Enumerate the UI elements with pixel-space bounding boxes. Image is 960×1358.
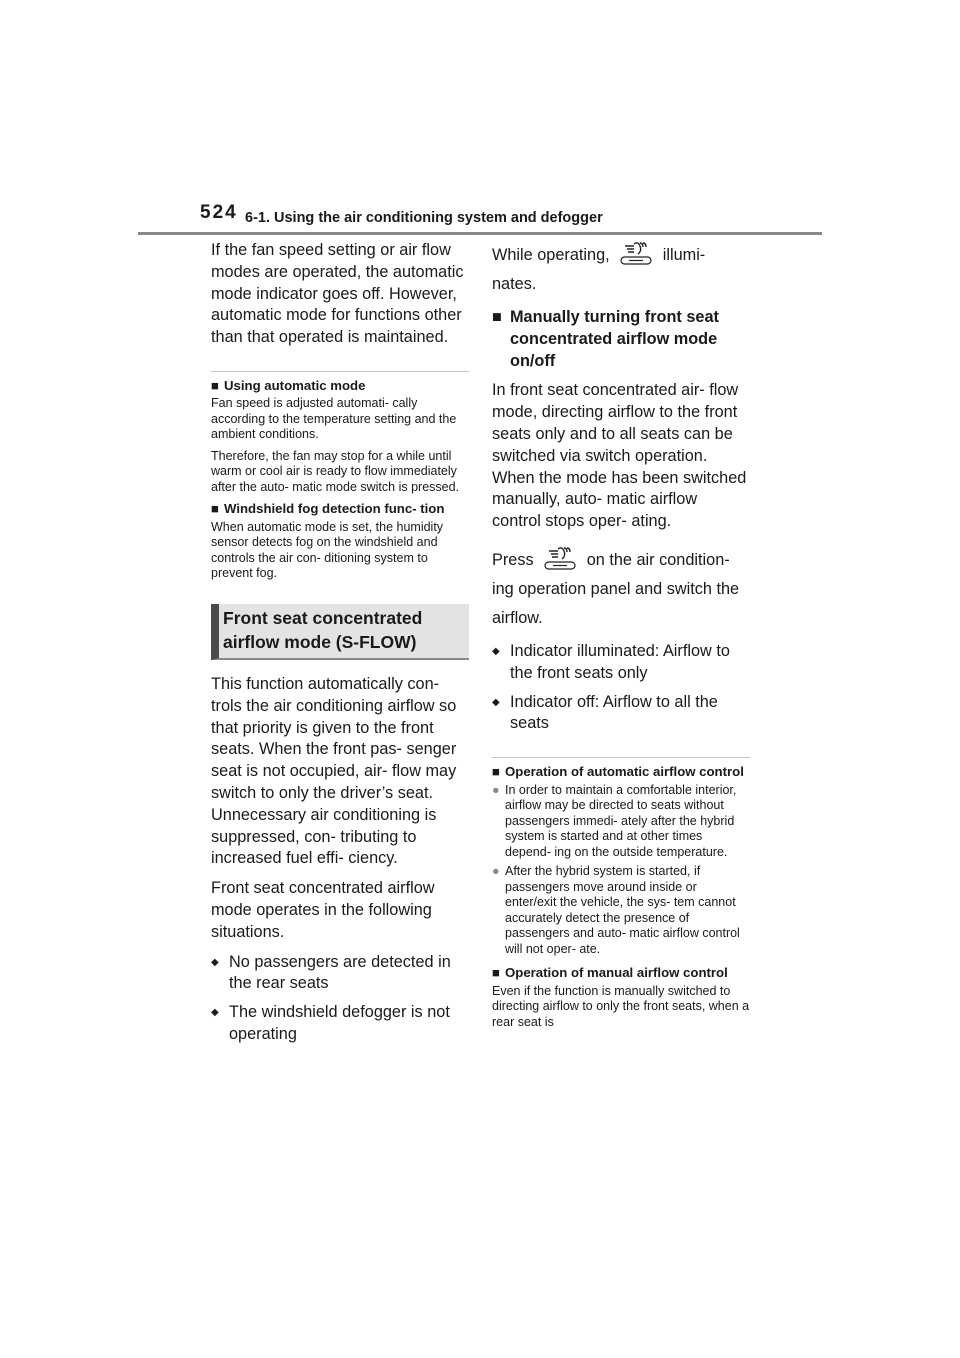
note-title: Windshield fog detection func- tion	[224, 501, 445, 517]
header-divider	[138, 232, 822, 235]
operating-text-post: illumi- nates.	[492, 246, 706, 293]
note-title: Using automatic mode	[224, 377, 366, 393]
note-divider	[492, 757, 750, 758]
s-flow-switch-icon	[541, 545, 579, 571]
note-heading	[211, 378, 469, 394]
note-text: Therefore, the fan may stop for a while until warm or cool air is ready to flow immediately after the auto- matic mode switch is pressed.	[211, 448, 460, 494]
subsection-title: Manually turning front seat concentrated airflow mode on/off	[510, 308, 719, 370]
note-list-item	[492, 783, 750, 861]
diamond-bullet-icon: ◆	[211, 956, 219, 968]
note-heading	[492, 764, 750, 780]
bullet-item	[211, 952, 469, 996]
diamond-bullet-icon: ◆	[211, 1007, 219, 1019]
note-text: When automatic mode is set, the humidity sensor detects fog on the windshield and controls the air con- ditioning system to prevent fog.	[211, 519, 444, 581]
section-heading-box: Front seat concentrated airflow mode (S-FLOW)	[211, 604, 469, 660]
note-list-item	[492, 864, 750, 957]
page-header	[200, 202, 820, 232]
s-flow-switch-icon	[617, 240, 655, 266]
body-paragraph: Front seat concentrated airflow mode operates in the following situations.	[211, 879, 435, 941]
note-square-icon: ■	[492, 764, 500, 780]
operating-paragraph	[492, 240, 750, 299]
note-square-icon: ■	[211, 501, 219, 517]
bullet-text: Indicator illuminated: Airflow to the front seats only	[510, 641, 730, 682]
diamond-bullet-icon: ◆	[492, 696, 500, 708]
note-square-icon: ■	[492, 965, 500, 981]
note-title: Operation of manual airflow control	[505, 965, 728, 981]
bullet-item	[211, 1002, 469, 1046]
bullet-text: The windshield defogger is not operating	[229, 1003, 450, 1043]
bullet-item	[492, 641, 750, 685]
press-paragraph	[492, 545, 750, 633]
square-bullet-icon: ■	[492, 308, 502, 326]
diamond-bullet-icon: ◆	[492, 645, 500, 657]
bullet-item	[492, 692, 750, 736]
note-list-text: In order to maintain a comfortable interior, airflow may be directed to seats without passengers immedi- ately after the hybrid system is started and at other times depend- ing on the outside temperature.	[505, 782, 737, 859]
section-title: 6-1. Using the air conditioning system and defogger	[245, 210, 603, 226]
note-list-text: After the hybrid system is started, if passengers move around inside or enter/exit the vehicle, the sys- tem cannot accurately detect the presence of passengers and auto- matic airflow control will not oper- ate.	[505, 864, 740, 956]
left-column	[211, 240, 469, 1053]
press-text-pre: Press	[492, 550, 534, 569]
note-text: Fan speed is adjusted automati- cally according to the temperature setting and the ambient conditions.	[211, 396, 457, 442]
note-title: Operation of automatic airflow control	[505, 764, 744, 780]
note-heading	[492, 965, 750, 981]
right-column	[492, 240, 750, 1036]
body-paragraph: This function automatically con- trols the air conditioning airflow so that priority is given to the front seats. When the front pas- senger seat is not occupied, air- flow may switch to only the driver’s seat. Unnecessary air conditioning is suppressed, con- tributing to increased fuel effi- ciency.	[211, 674, 457, 868]
note-divider	[211, 371, 469, 372]
note-heading	[211, 501, 469, 517]
intro-paragraph: If the fan speed setting or air flow modes are operated, the automatic mode indicator goes off. However, automatic mode for functions other than that operated is maintained.	[211, 241, 464, 347]
dot-bullet-icon: ●	[492, 864, 500, 879]
operating-text-pre: While operating,	[492, 246, 610, 264]
note-square-icon: ■	[211, 377, 219, 393]
press-text-post: on the air condition- ing operation panel and switch the airflow.	[492, 550, 740, 627]
dot-bullet-icon: ●	[492, 782, 500, 797]
subsection-heading	[492, 307, 750, 372]
bullet-text: No passengers are detected in the rear seats	[229, 952, 451, 993]
bullet-text: Indicator off: Airflow to all the seats	[510, 692, 718, 733]
body-paragraph: In front seat concentrated air- flow mode, directing airflow to the front seats only and to all seats can be switched via switch operation. When the mode has been switched manually, auto- matic airflow control stops oper- ating.	[492, 381, 747, 531]
page-number: 524	[200, 202, 238, 223]
note-text: Even if the function is manually switched to directing airflow to only the front seats, when a rear seat is	[492, 983, 750, 1029]
